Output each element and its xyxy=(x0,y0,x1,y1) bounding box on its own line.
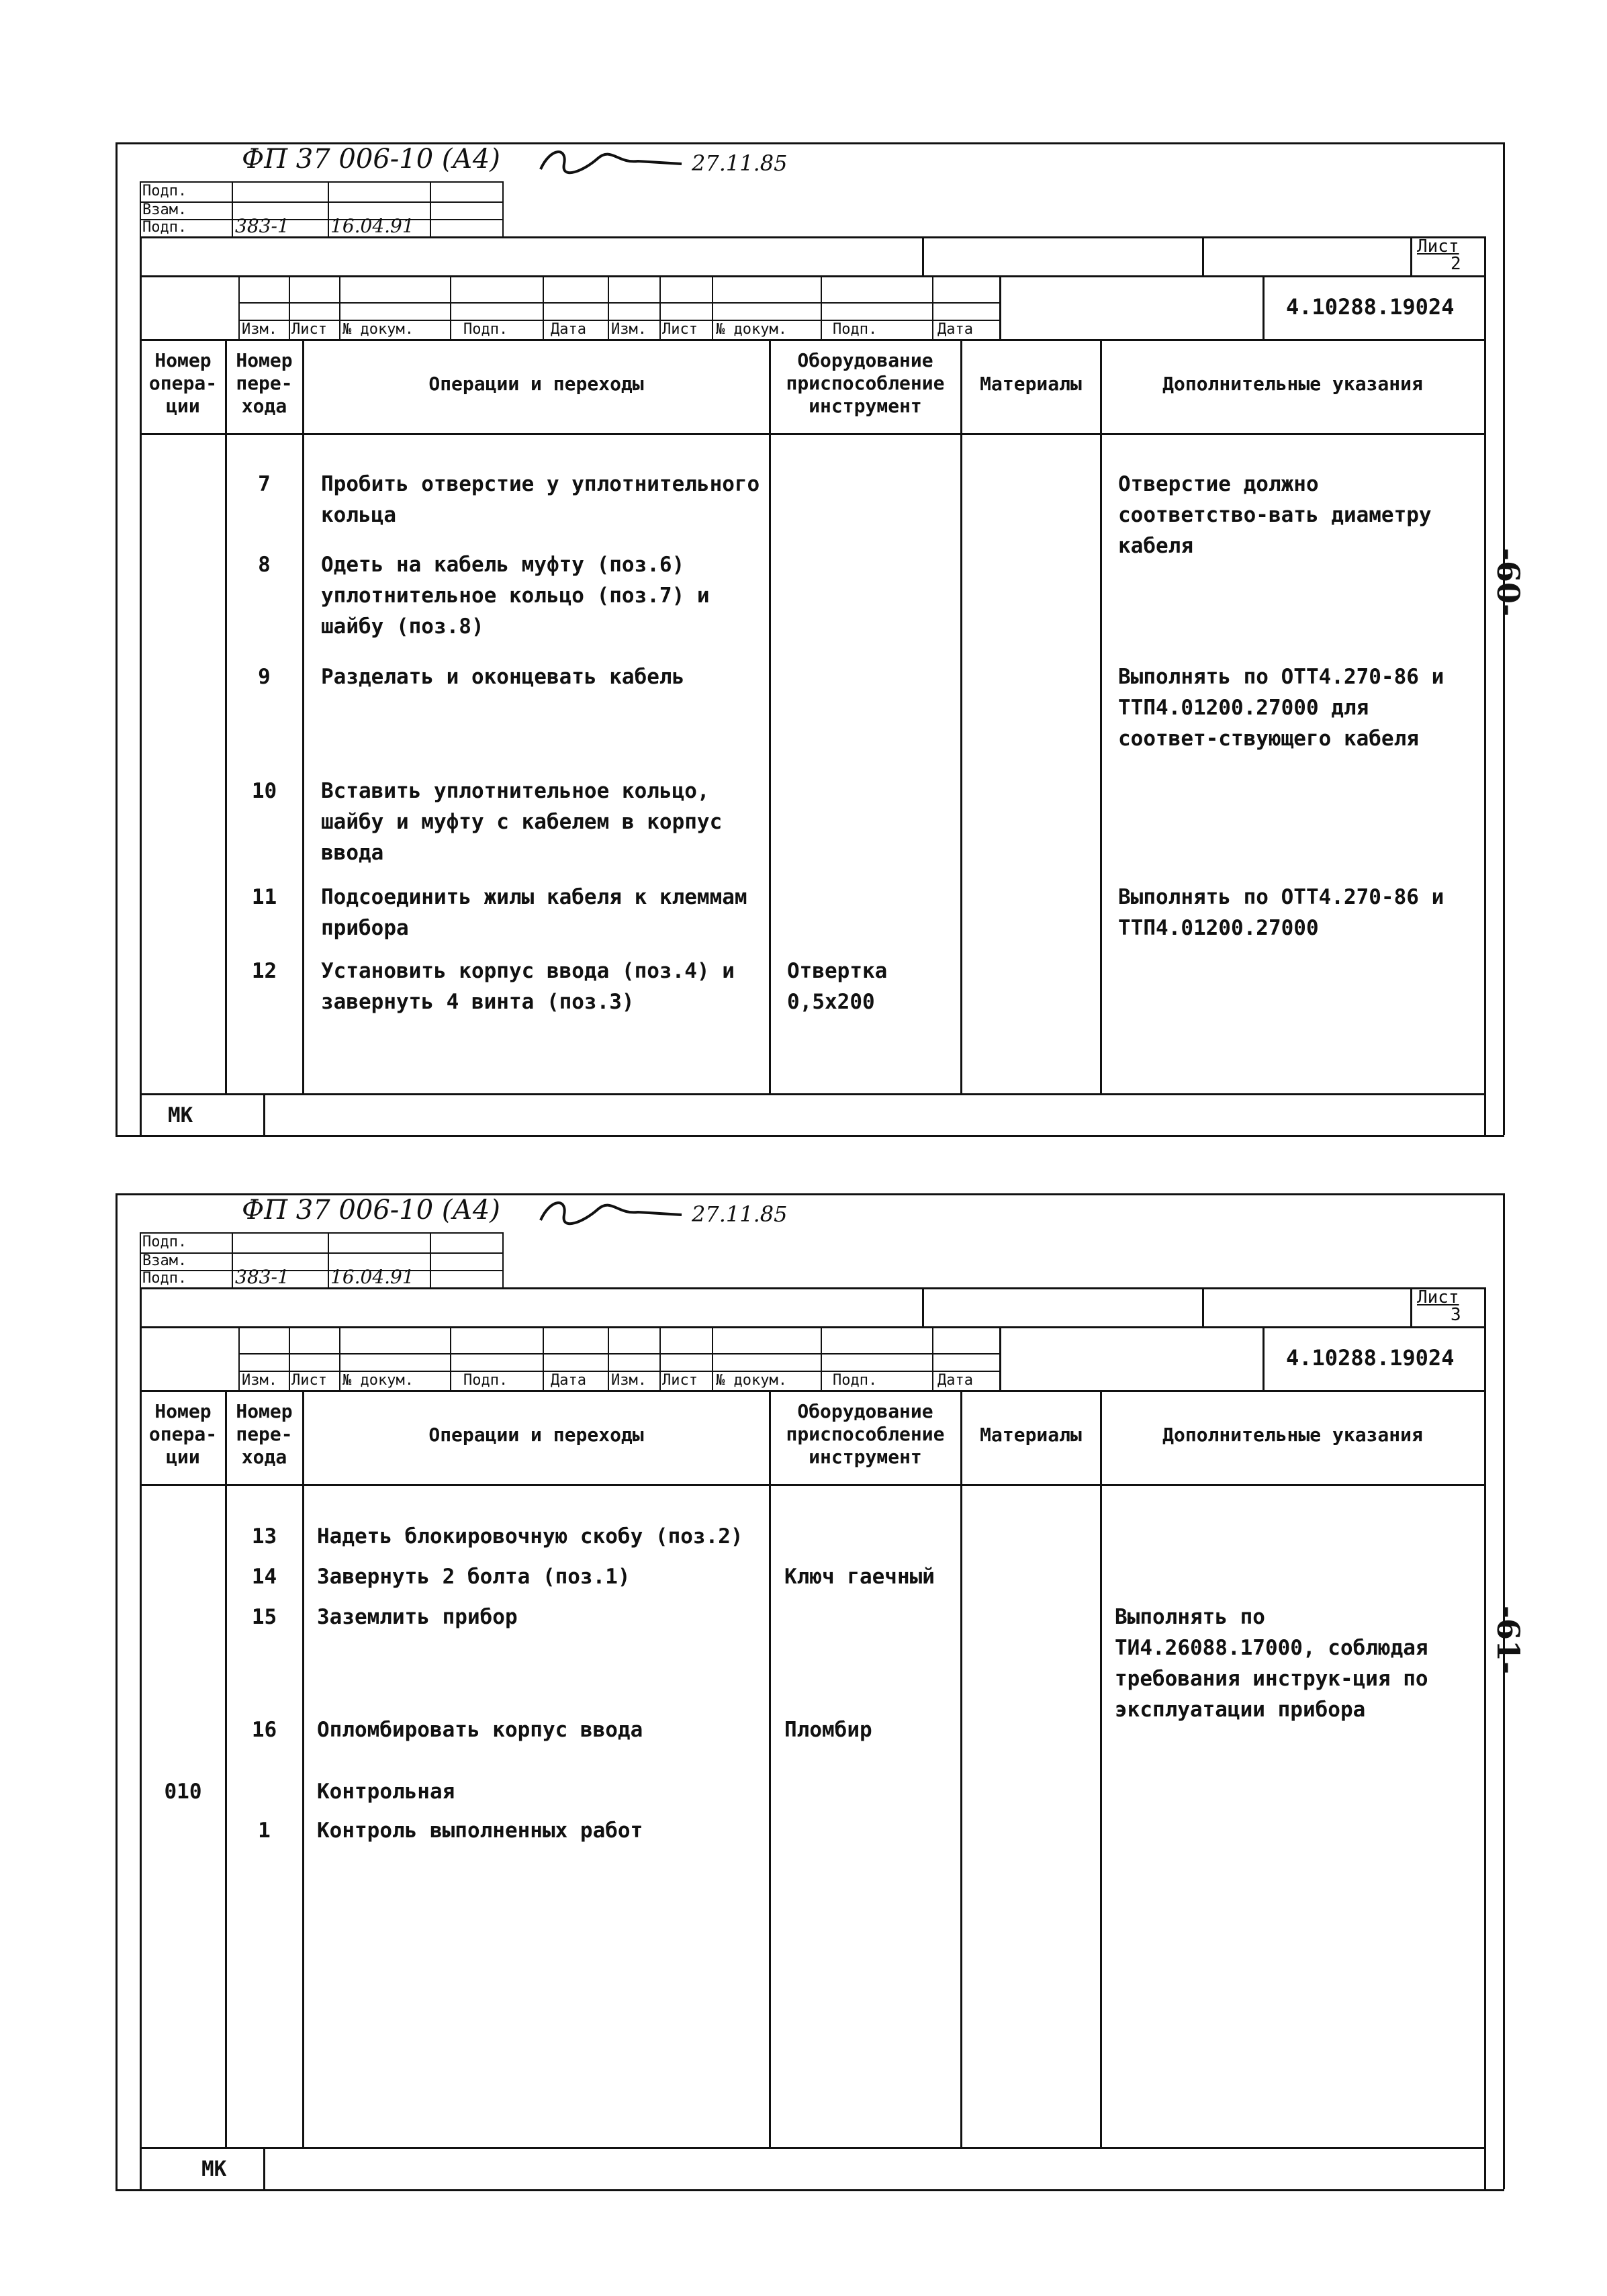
side-label-podp: Подп. xyxy=(142,183,187,199)
note-text: Выполнять по ОТТ4.270-86 и ТТП4.01200.27000 для соответ-ствующего кабеля xyxy=(1118,665,1444,751)
operation-text: Контрольная xyxy=(317,1780,455,1804)
operation-text: Заземлить прибор xyxy=(317,1605,518,1629)
operation-number: 010 xyxy=(164,1780,202,1804)
col-header-op-num: Номер опера- ции xyxy=(148,1400,218,1468)
col-header-notes: Дополнительные указания xyxy=(1162,373,1423,395)
step-number: 12 xyxy=(251,959,277,983)
stamp-date: 27.11.85 xyxy=(692,1201,788,1227)
side-label-podp-2: Подп. xyxy=(142,1270,187,1287)
rev-label: № докум. xyxy=(342,1372,414,1389)
col-header-equipment: Оборудование приспособление инструмент xyxy=(786,1400,945,1468)
rev-label: Изм. xyxy=(611,321,647,338)
form-stamp: ФП 37 006-10 (А4) xyxy=(242,144,500,175)
side-value-inv: 383-1 xyxy=(235,215,289,237)
step-number: 7 xyxy=(258,472,271,496)
handwritten-signature xyxy=(537,1195,685,1235)
rev-label: Изм. xyxy=(242,1372,277,1389)
col-header-step-num: Номер пере- хода xyxy=(236,349,293,417)
col-header-operations: Операции и переходы xyxy=(428,1424,644,1446)
equipment-text: Отвертка 0,5х200 xyxy=(787,959,888,1014)
rev-label: Дата xyxy=(551,321,586,338)
note-text: Отверстие должно соответство-вать диаметру кабеля xyxy=(1118,472,1432,558)
col-header-step-num: Номер пере- хода xyxy=(236,1400,293,1468)
rev-label: Лист xyxy=(662,321,698,338)
step-number: 10 xyxy=(251,779,277,803)
operation-text: Подсоединить жилы кабеля к клеммам прибора xyxy=(321,885,747,940)
rev-label: Подп. xyxy=(833,321,878,338)
footer-label: МК xyxy=(168,1103,193,1128)
list-number: 2 xyxy=(1451,254,1461,274)
margin-page-number: -61- xyxy=(1490,1605,1527,1675)
rev-label: Лист xyxy=(291,1372,327,1389)
form-stamp: ФП 37 006-10 (А4) xyxy=(242,1195,500,1226)
side-label-vzam: Взам. xyxy=(142,201,187,218)
equipment-text: Пломбир xyxy=(784,1718,872,1742)
rev-label: № докум. xyxy=(342,321,414,338)
list-number: 3 xyxy=(1451,1305,1461,1325)
col-header-notes: Дополнительные указания xyxy=(1162,1424,1423,1446)
step-number: 15 xyxy=(251,1605,277,1629)
side-value-inv: 383-1 xyxy=(235,1266,289,1288)
rev-label: Лист xyxy=(291,321,327,338)
side-value-date: 16.04.91 xyxy=(330,215,414,237)
document-code: 4.10288.19024 xyxy=(1286,294,1455,320)
step-number: 1 xyxy=(258,1819,271,1843)
list-label: Лист xyxy=(1417,1287,1459,1307)
col-header-materials: Материалы xyxy=(980,373,1082,395)
step-number: 13 xyxy=(251,1524,277,1549)
rev-label: Подп. xyxy=(463,1372,508,1389)
equipment-text: Ключ гаечный xyxy=(784,1565,935,1589)
operation-text: Контроль выполненных работ xyxy=(317,1819,643,1843)
side-label-vzam: Взам. xyxy=(142,1252,187,1269)
side-value-date: 16.04.91 xyxy=(330,1266,414,1288)
step-number: 16 xyxy=(251,1718,277,1742)
step-number: 9 xyxy=(258,665,271,689)
note-text: Выполнять по ОТТ4.270-86 и ТТП4.01200.27000 xyxy=(1118,885,1444,940)
operation-text: Вставить уплотнительное кольцо, шайбу и муфту с кабелем в корпус ввода xyxy=(321,779,723,865)
step-number: 11 xyxy=(251,885,277,909)
rev-label: Подп. xyxy=(463,321,508,338)
rev-label: Дата xyxy=(937,321,973,338)
side-label-podp: Подп. xyxy=(142,1234,187,1250)
col-header-equipment: Оборудование приспособление инструмент xyxy=(786,349,945,417)
rev-label: Лист xyxy=(662,1372,698,1389)
operation-text: Одеть на кабель муфту (поз.6) уплотнительное кольцо (поз.7) и шайбу (поз.8) xyxy=(321,553,710,639)
operation-text: Пробить отверстие у уплотнительного кольца xyxy=(321,472,760,527)
operation-text: Опломбировать корпус ввода xyxy=(317,1718,643,1742)
col-header-op-num: Номер опера- ции xyxy=(148,349,218,417)
operation-text: Завернуть 2 болта (поз.1) xyxy=(317,1565,631,1589)
rev-label: № докум. xyxy=(716,1372,787,1389)
operation-text: Установить корпус ввода (поз.4) и завернуть 4 винта (поз.3) xyxy=(321,959,735,1014)
step-number: 8 xyxy=(258,553,271,577)
operation-text: Надеть блокировочную скобу (поз.2) xyxy=(317,1524,743,1549)
stamp-date: 27.11.85 xyxy=(692,150,788,176)
rev-label: № докум. xyxy=(716,321,787,338)
document-code: 4.10288.19024 xyxy=(1286,1345,1455,1371)
rev-label: Дата xyxy=(551,1372,586,1389)
list-label: Лист xyxy=(1417,236,1459,257)
rev-label: Подп. xyxy=(833,1372,878,1389)
handwritten-signature xyxy=(537,144,685,184)
step-number: 14 xyxy=(251,1565,277,1589)
footer-label: МК xyxy=(201,2157,227,2181)
col-header-operations: Операции и переходы xyxy=(428,373,644,395)
rev-label: Изм. xyxy=(242,321,277,338)
operation-text: Разделать и оконцевать кабель xyxy=(321,665,685,689)
side-label-podp-2: Подп. xyxy=(142,219,187,236)
margin-page-number: -60- xyxy=(1490,547,1527,617)
rev-label: Дата xyxy=(937,1372,973,1389)
note-text: Выполнять по ТИ4.26088.17000, соблюдая требования инструк-ция по эксплуатации прибора xyxy=(1115,1605,1428,1722)
rev-label: Изм. xyxy=(611,1372,647,1389)
col-header-materials: Материалы xyxy=(980,1424,1082,1446)
